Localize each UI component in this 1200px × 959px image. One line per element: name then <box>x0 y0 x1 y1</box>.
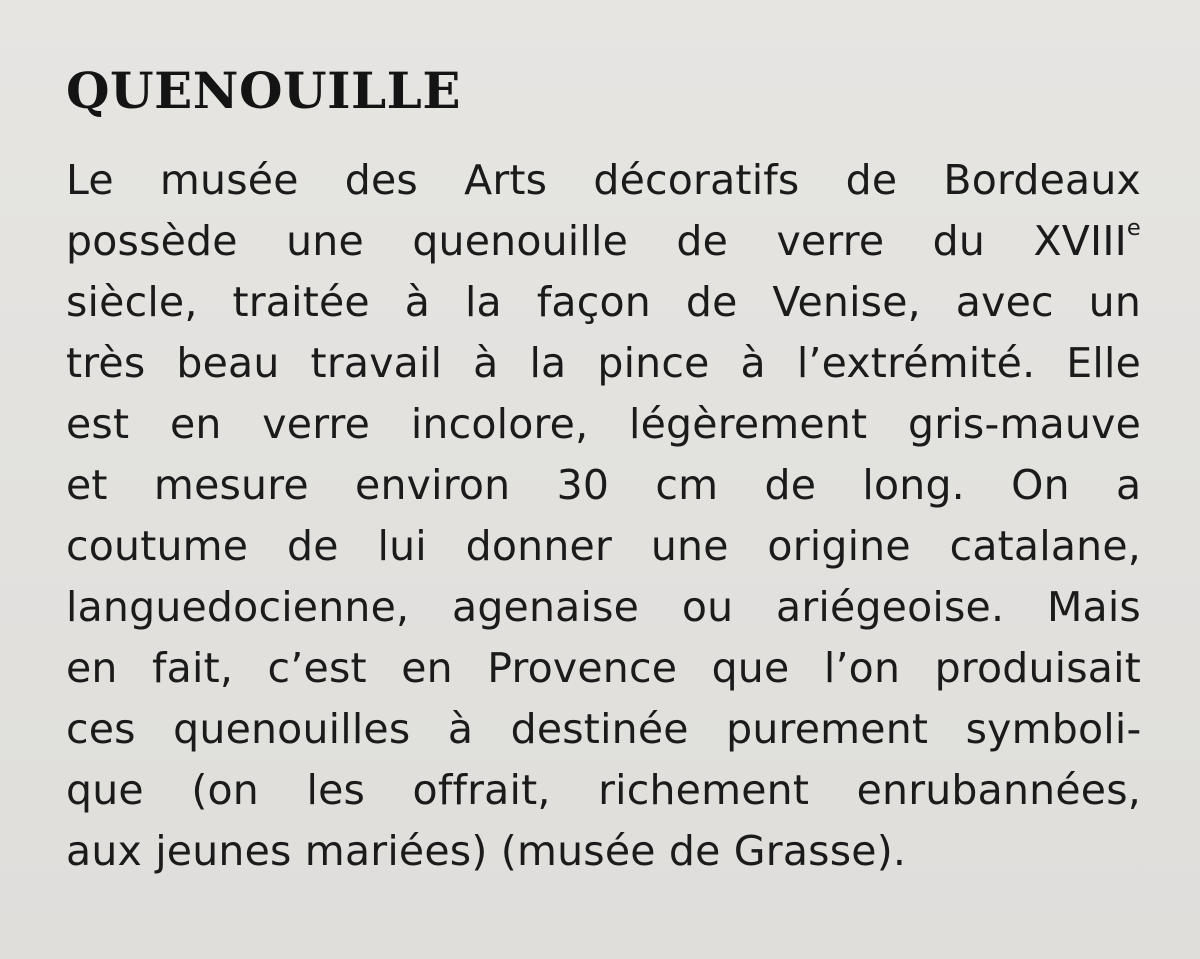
text-line-6: et mesure environ 30 cm de long. On a <box>66 461 1142 509</box>
page-title: QUENOUILLE <box>66 61 461 120</box>
text-line-7: coutume de lui donner une origine catalane, <box>66 522 1141 570</box>
text-line-1: Le musée des Arts décoratifs de Bordeaux <box>66 156 1141 204</box>
text-line-5: est en verre incolore, légèrement gris-mauve <box>66 400 1141 448</box>
text-line-2-main: possède une quenouille de verre du XVIII <box>66 217 1127 265</box>
text-line-12: aux jeunes mariées) (musée de Grasse). <box>66 827 907 875</box>
text-line-3: siècle, traitée à la façon de Venise, avec un <box>66 278 1141 326</box>
text-line-4: très beau travail à la pince à l’extrémité. Elle <box>66 339 1142 387</box>
text-line-2 <box>66 211 1141 272</box>
text-line-8: languedocienne, agenaise ou ariégeoise. Mais <box>66 583 1141 631</box>
century-superscript: e <box>1126 215 1141 241</box>
text-line-11: que (on les offrait, richement enrubannées, <box>66 766 1141 814</box>
text-line-10: ces quenouilles à destinée purement symboli- <box>66 705 1142 753</box>
body-paragraph <box>66 150 1141 882</box>
text-line-9: en fait, c’est en Provence que l’on produisait <box>66 644 1141 692</box>
